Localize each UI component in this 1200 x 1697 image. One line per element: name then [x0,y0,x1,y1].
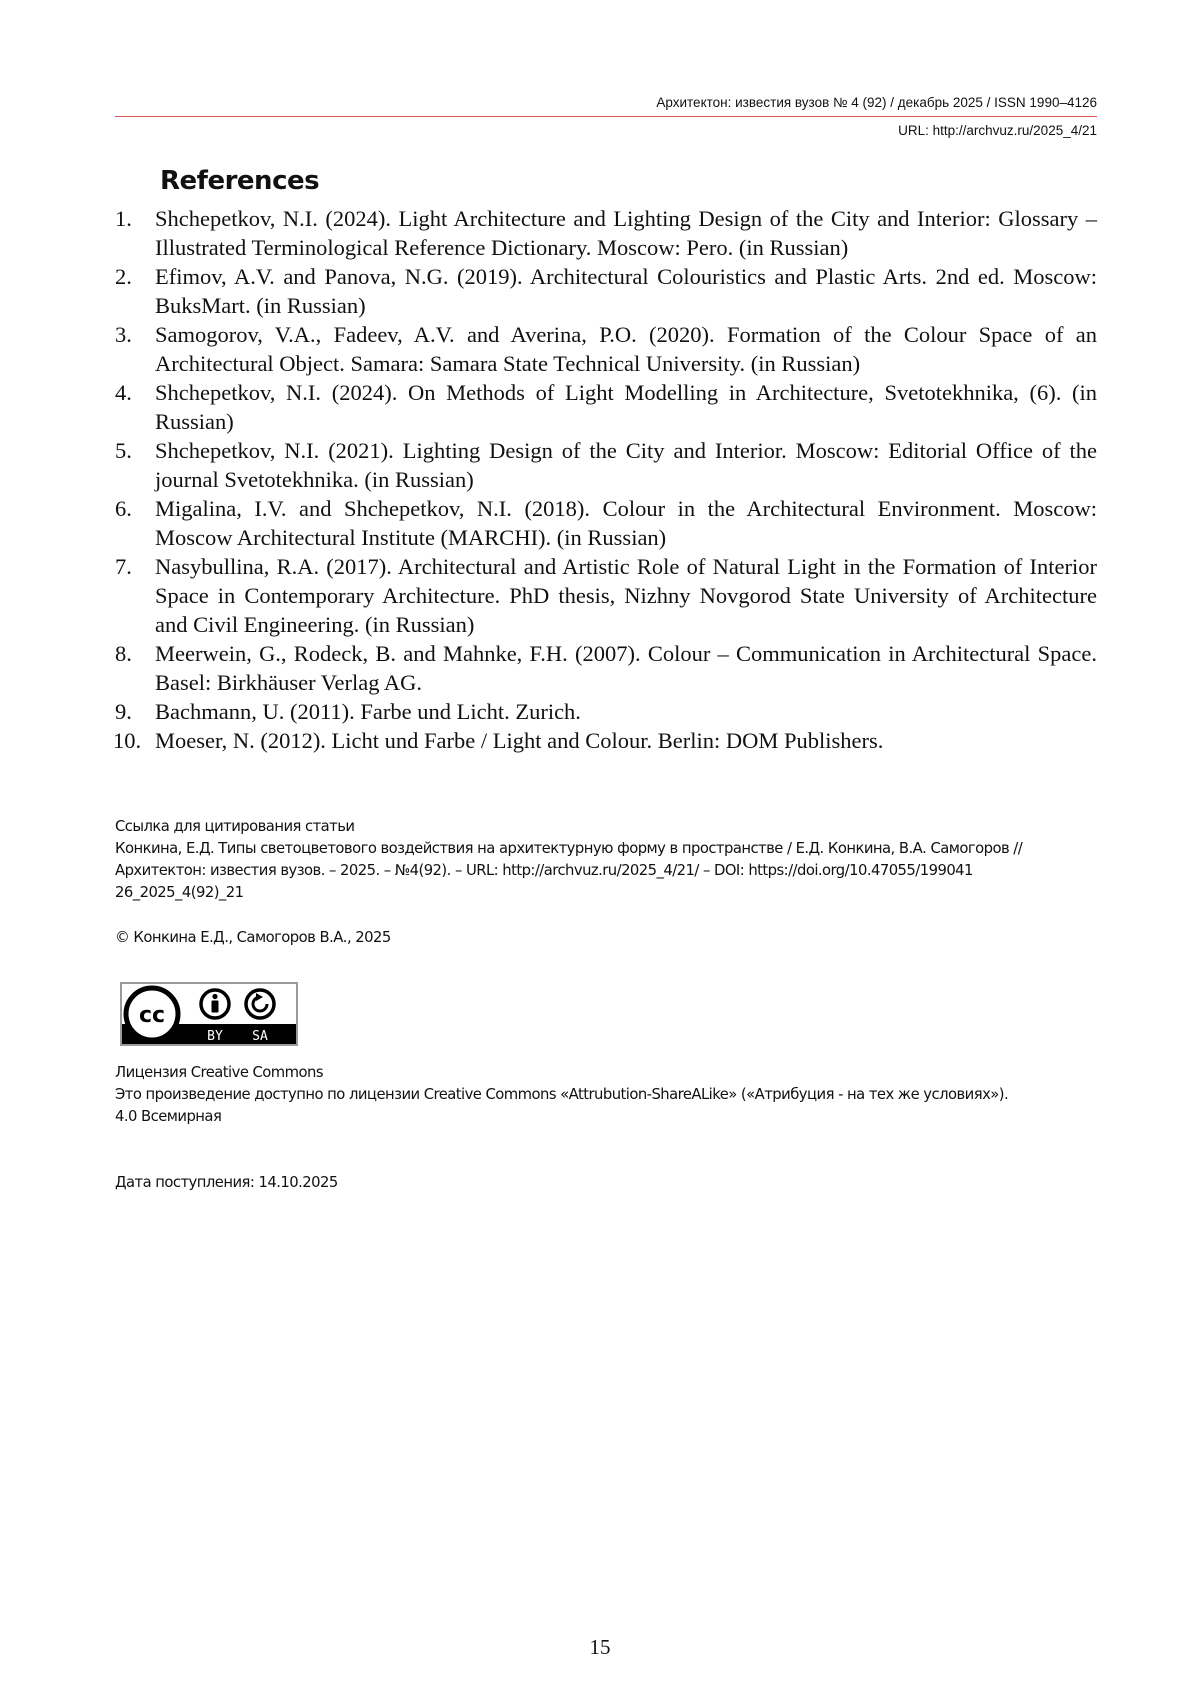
reference-text: Nasybullina, R.A. (2017). Architectural and Artistic Role of Natural Light in the Formation of Interior Space in Contemporary Architecture. PhD thesis, Nizhny Novgorod State University of Architecture and Civil Engineering. (in Russian) [155,554,1097,637]
received-date: Дата поступления: 14.10.2025 [115,1174,338,1191]
share-alike-icon [246,990,274,1018]
reference-number: 6. [115,496,132,521]
cc-letters: cc [138,1003,166,1028]
page-number: 15 [589,1635,611,1659]
reference-item [115,204,1097,262]
reference-item [115,436,1097,494]
reference-number: 7. [115,554,132,579]
reference-item [115,378,1097,436]
license-text: Это произведение доступно по лицензии Creative Commons «Attrubution-ShareALike» («Атрибуция - на тех же условиях»). [115,1086,1009,1103]
reference-text: Moeser, N. (2012). Licht und Farbe / Light and Colour. Berlin: DOM Publishers. [155,728,884,753]
reference-number: 3. [115,322,132,347]
reference-number: 9. [115,699,132,724]
reference-number: 2. [115,264,132,289]
reference-number: 10. [113,728,142,753]
reference-item [115,697,1097,726]
reference-text: Efimov, A.V. and Panova, N.G. (2019). Architectural Colouristics and Plastic Arts. 2nd ed. Moscow: BuksMart. (in Russian) [155,264,1097,318]
references-list [115,204,1097,755]
reference-number: 1. [115,206,132,231]
cc-badge-graphic [122,984,296,1044]
copyright-notice: © Конкина Е.Д., Самогоров В.А., 2025 [115,929,391,946]
license-text: 4.0 Всемирная [115,1108,222,1125]
reference-text: Shchepetkov, N.I. (2024). On Methods of Light Modelling in Architecture, Svetotekhnika, (6). (in Russian) [155,380,1097,434]
reference-item [115,639,1097,697]
reference-item [115,726,1097,755]
reference-number: 8. [115,641,132,666]
citation-heading: Ссылка для цитирования статьи [115,818,355,835]
reference-text: Shchepetkov, N.I. (2021). Lighting Design of the City and Interior. Moscow: Editorial Office of the journal Svetotekhnika. (in Russian) [155,438,1097,492]
reference-text: Migalina, I.V. and Shchepetkov, N.I. (2018). Colour in the Architectural Environment. Moscow: Moscow Architectural Institute (MARCHI). (in Russian) [155,496,1097,550]
reference-number: 4. [115,380,132,405]
article-url-line: URL: http://archvuz.ru/2025_4/21 [898,123,1097,138]
attribution-icon-body [212,1001,219,1013]
citation-block [115,816,1105,904]
journal-issue-line: Архитектон: известия вузов № 4 (92) / декабрь 2025 / ISSN 1990–4126 [115,95,1097,117]
citation-line: Архитектон: известия вузов. – 2025. – №4(92). – URL: http://archvuz.ru/2025_4/21/ – DOI: https://doi.org/10.47055/199041 [115,862,973,879]
references-heading: References [160,166,320,196]
citation-line: 26_2025_4(92)_21 [115,884,244,901]
license-title: Лицензия Creative Commons [115,1064,324,1081]
reference-text: Bachmann, U. (2011). Farbe und Licht. Zurich. [155,699,581,724]
reference-text: Meerwein, G., Rodeck, B. and Mahnke, F.H. (2007). Colour – Communication in Architectural Space. Basel: Birkhäuser Verlag AG. [155,641,1097,695]
attribution-icon-head [212,994,217,999]
reference-item [115,262,1097,320]
license-block [115,1062,1105,1128]
citation-line: Конкина, Е.Д. Типы светоцветового воздействия на архитектурную форму в пространстве / Е.Д. Конкина, В.А. Самогоров // [115,840,1023,857]
sa-label: SA [252,1029,268,1044]
by-label: BY [207,1029,223,1044]
reference-text: Samogorov, V.A., Fadeev, A.V. and Averina, P.O. (2020). Formation of the Colour Space of an Architectural Object. Samara: Samara State Technical University. (in Russian) [155,322,1097,376]
reference-text: Shchepetkov, N.I. (2024). Light Architecture and Lighting Design of the City and Interior: Glossary – Illustrated Terminological Reference Dictionary. Moscow: Pero. (in Russian) [155,206,1097,260]
cc-by-sa-badge [120,982,298,1046]
reference-item [115,320,1097,378]
reference-number: 5. [115,438,132,463]
reference-item [115,494,1097,552]
reference-item [115,552,1097,639]
running-header [115,95,1097,139]
